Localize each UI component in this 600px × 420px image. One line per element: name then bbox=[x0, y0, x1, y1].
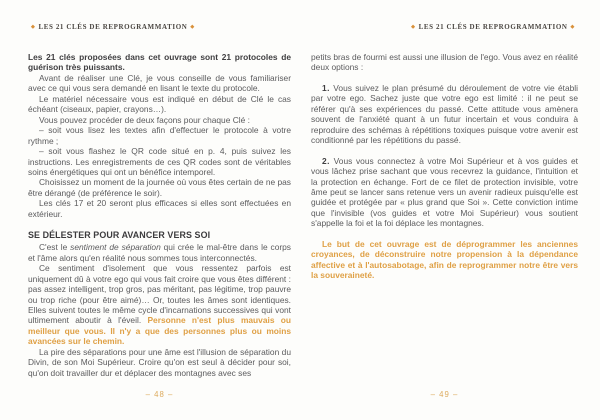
paragraph bbox=[28, 198, 291, 219]
section-heading bbox=[28, 230, 291, 241]
paragraph bbox=[311, 83, 578, 146]
text-segment: Avant de réaliser une Clé, je vous conseille de vous familiariser avec ce qui vous sera demandé en lisant le texte du protocole. bbox=[28, 72, 291, 94]
text-segment: Le matériel nécessaire vous est indiqué en début de Clé le cas échéant (ciseaux, papier, crayons…). bbox=[28, 93, 291, 115]
text-segment: Les clés 17 et 20 seront plus efficaces si elles sont effectuées en extérieur. bbox=[28, 198, 291, 219]
text-segment: Les 21 clés proposées dans cet ouvrage sont 21 protocoles de guérison très puissants. bbox=[28, 52, 291, 73]
highlighted-text: Personne n'est plus mauvais ou meilleur que vous. Il n'y a que des personnes plus ou moins avancées sur le chemin. bbox=[28, 315, 292, 347]
running-header-text: LES 21 CLÉS DE REPROGRAMMATION bbox=[38, 23, 188, 31]
text-segment: – soit vous lisez les textes afin d'effectuer le protocole à votre rythme ; bbox=[28, 125, 291, 146]
page-body-right bbox=[311, 52, 578, 281]
diamond-ornament-icon: ◆ bbox=[411, 25, 416, 30]
page-number-right: – 49 – bbox=[430, 390, 459, 399]
paragraph bbox=[28, 146, 291, 177]
diamond-ornament-icon: ◆ bbox=[190, 25, 195, 30]
page-body-left bbox=[28, 52, 291, 378]
paragraph bbox=[28, 73, 291, 94]
paragraph bbox=[28, 177, 291, 198]
diamond-ornament-icon: ◆ bbox=[31, 25, 36, 30]
paragraph bbox=[311, 52, 578, 73]
text-segment: Vous pouvez procéder de deux façons pour chaque Clé : bbox=[39, 114, 250, 125]
page-left bbox=[28, 0, 291, 420]
text-segment: C'est le bbox=[39, 242, 71, 253]
paragraph bbox=[28, 263, 291, 347]
paragraph bbox=[28, 242, 291, 263]
text-segment: 1. bbox=[322, 82, 330, 93]
paragraph bbox=[28, 52, 291, 73]
diamond-ornament-icon: ◆ bbox=[570, 25, 575, 30]
paragraph bbox=[28, 94, 291, 115]
text-segment: Vous vous connectez à votre Moi Supérieur et à vos guides et vous lâchez prise sachant que vous recevrez la guidance, l'intuition et la protection en échange. Fort de ce filet de protection invisible, votre âme peut se lancer sans retenue vers un avenir radieux puisqu'elle est guidée et protégée par « plus grand que Soi ». Cette conviction intime que l'invisible (vos guides et votre Moi Supérieur) vous soutient s'appelle la foi et la foi déplace les montagnes. bbox=[311, 155, 578, 229]
text-segment: petits bras de fourmi est aussi une illusion de l'ego. Vous avez en réalité deux options : bbox=[311, 52, 578, 73]
text-segment: qui crée le mal-être dans le corps et l'âme alors qu'en réalité nous sommes tous interconnectés. bbox=[28, 242, 291, 263]
paragraph bbox=[28, 347, 291, 378]
highlighted-text: Le but de cet ouvrage est de déprogrammer les anciennes croyances, de déconstruire notre propension à la dépendance affective et à l'autosabotage, afin de reprogrammer notre être vers la souveraineté. bbox=[311, 238, 578, 281]
text-segment: Ce sentiment d'isolement que vous ressentez parfois est uniquement dû à votre ego qui vous fait croire que vous êtes différent : pas assez intelligent, trop gros, pas méritant, pas légitime, trop pauvre ou trop riche (pour être aimé)… Or, toutes les âmes sont identiques. Elles suivent toutes le même cycle d'incarnations successives qui vont ultimement aboutir à l'éveil. bbox=[28, 263, 291, 326]
paragraph bbox=[311, 239, 578, 281]
text-segment: Choisissez un moment de la journée où vous êtes certain de ne pas être dérangé (de préférence le soir). bbox=[28, 177, 291, 198]
page-right bbox=[311, 0, 578, 420]
page-number-left: – 48 – bbox=[145, 390, 174, 399]
text-segment: sentiment de séparation bbox=[70, 242, 161, 253]
paragraph bbox=[28, 125, 291, 146]
text-segment: Vous suivez le plan présumé du déroulement de votre vie établi par votre ego. Sachez juste que votre ego est limité : il ne peut se référer qu'à ses expériences du passé. Cette attitude vous amènera souvent de l'anxiété quant à un futur incertain et vous conduira à reproduire des schémas à répétitions toxiques puisque votre avenir est conditionné par les répétitions du passé. bbox=[311, 82, 578, 146]
text-segment: SE DÉLESTER POUR AVANCER VERS SOI bbox=[28, 230, 211, 241]
running-header-text: LES 21 CLÉS DE REPROGRAMMATION bbox=[418, 23, 568, 31]
paragraph bbox=[28, 115, 291, 125]
running-header-right bbox=[311, 23, 578, 31]
text-segment: 2. bbox=[322, 155, 330, 166]
running-header-left bbox=[28, 23, 291, 31]
text-segment: – soit vous flashez le QR code situé en p. 4, puis suivez les instructions. Les enregistrements de ces QR codes sont de véritables soins énergétiques qui ont un bénéfice intemporel. bbox=[28, 146, 291, 177]
paragraph bbox=[311, 156, 578, 229]
text-segment: La pire des séparations pour une âme est l'illusion de séparation du Divin, de son Moi Supérieur. Croire qu'on est seul à décider pour soi, qu'on doit travailler dur et déplacer des montagnes avec ses bbox=[28, 346, 291, 378]
